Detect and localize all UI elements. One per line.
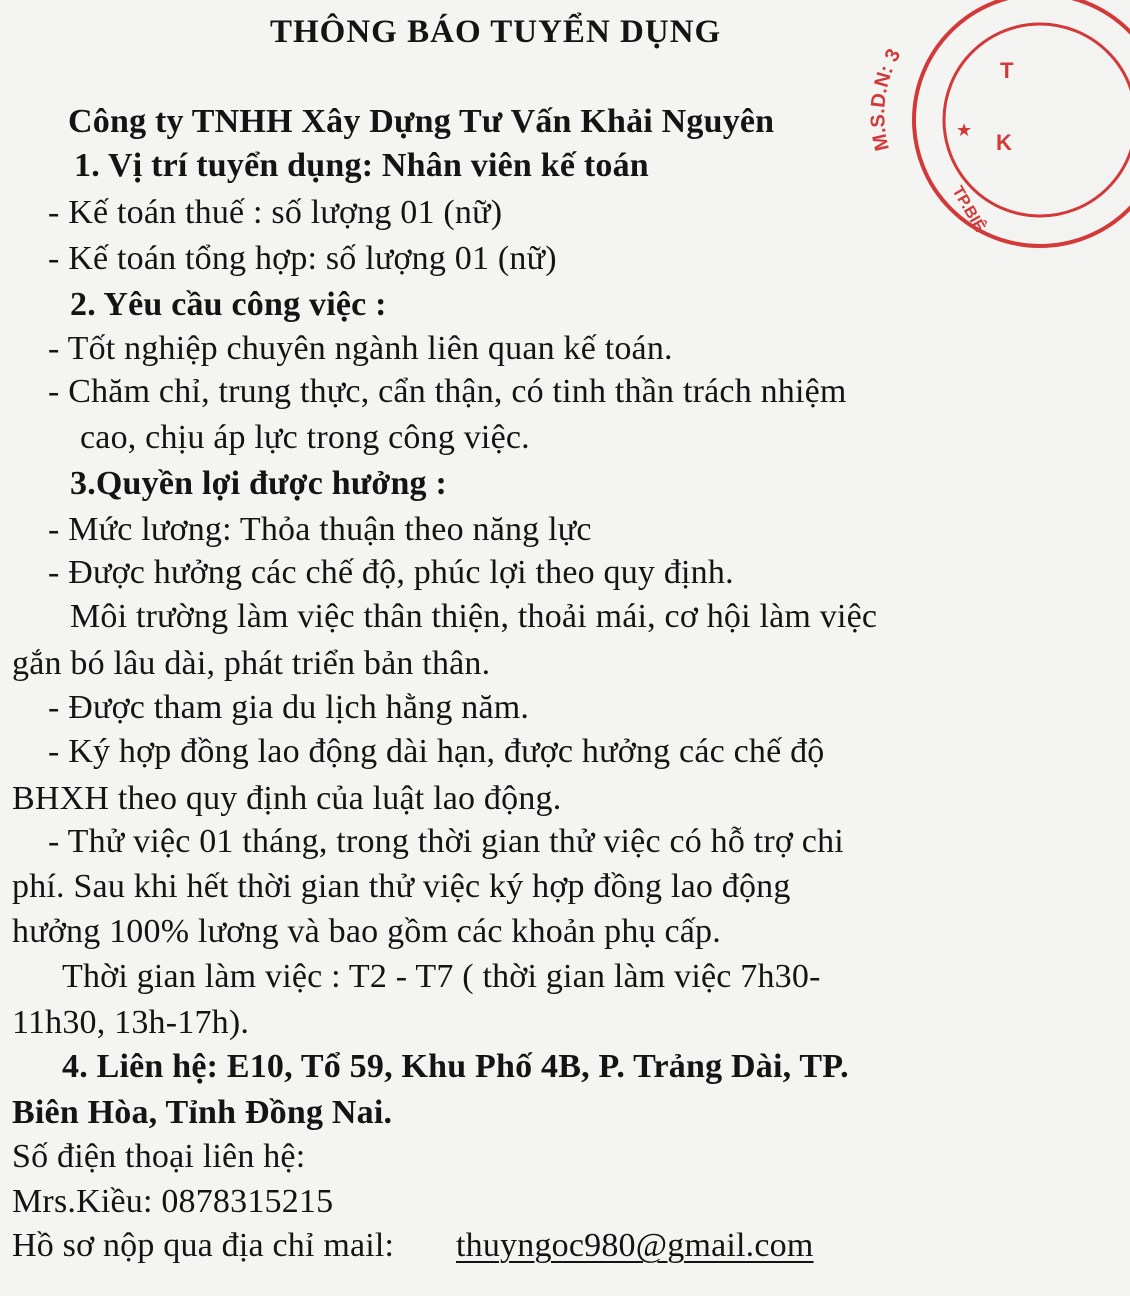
company-name: Công ty TNHH Xây Dựng Tư Vấn Khải Nguyên [68, 103, 775, 140]
section1-item: - Kế toán thuế : số lượng 01 (nữ) [48, 194, 503, 231]
section3-line: Thời gian làm việc : T2 - T7 ( thời gian làm việc 7h30- [62, 958, 821, 995]
section3-line: - Mức lương: Thỏa thuận theo năng lực [48, 511, 592, 548]
section2-item: - Chăm chỉ, trung thực, cẩn thận, có tinh thần trách nhiệm [48, 373, 847, 410]
stamp-inner-text-2: K [996, 130, 1012, 155]
document-title: THÔNG BÁO TUYỂN DỤNG [270, 14, 722, 50]
star-icon: ★ [956, 120, 973, 141]
company-stamp [867, 0, 1130, 240]
section3-line: phí. Sau khi hết thời gian thử việc ký hợp đồng lao động [12, 868, 791, 905]
section1-item: - Kế toán tổng hợp: số lượng 01 (nữ) [48, 240, 557, 277]
section2-item-continued: cao, chịu áp lực trong công việc. [80, 419, 530, 456]
stamp-top-text: M.S.D.N: 3 [867, 45, 906, 153]
stamp-inner-text: T [1000, 58, 1014, 83]
section3-heading: 3.Quyền lợi được hưởng : [70, 465, 447, 502]
section2-heading: 2. Yêu cầu công việc : [70, 286, 387, 323]
email-link[interactable]: thuyngoc980@gmail.com [456, 1227, 814, 1264]
section3-line: Môi trường làm việc thân thiện, thoải mái, cơ hội làm việc [70, 598, 878, 635]
section3-line: - Được tham gia du lịch hằng năm. [48, 689, 530, 726]
phone-label: Số điện thoại liên hệ: [12, 1138, 306, 1175]
section3-line: BHXH theo quy định của luật lao động. [12, 780, 562, 817]
section1-heading: 1. Vị trí tuyển dụng: Nhân viên kế toán [74, 147, 649, 184]
section3-line: gắn bó lâu dài, phát triển bản thân. [12, 645, 491, 682]
section3-line: hưởng 100% lương và bao gồm các khoản phụ cấp. [12, 913, 721, 950]
section2-item: - Tốt nghiệp chuyên ngành liên quan kế toán. [48, 330, 673, 367]
section3-line: - Thử việc 01 tháng, trong thời gian thử việc có hỗ trợ chi [48, 823, 844, 860]
section4-address: Biên Hòa, Tỉnh Đồng Nai. [12, 1094, 393, 1131]
section4-heading: 4. Liên hệ: E10, Tổ 59, Khu Phố 4B, P. Trảng Dài, TP. [62, 1048, 849, 1085]
stamp-bottom-text: TP.BIÊ [948, 183, 989, 235]
section3-line: - Được hưởng các chế độ, phúc lợi theo quy định. [48, 554, 734, 591]
section3-line: 11h30, 13h-17h). [12, 1004, 250, 1041]
section3-line: - Ký hợp đồng lao động dài hạn, được hưởng các chế độ [48, 733, 825, 770]
phone-contact: Mrs.Kiều: 0878315215 [12, 1183, 334, 1220]
email-label: Hồ sơ nộp qua địa chỉ mail: [12, 1227, 395, 1264]
